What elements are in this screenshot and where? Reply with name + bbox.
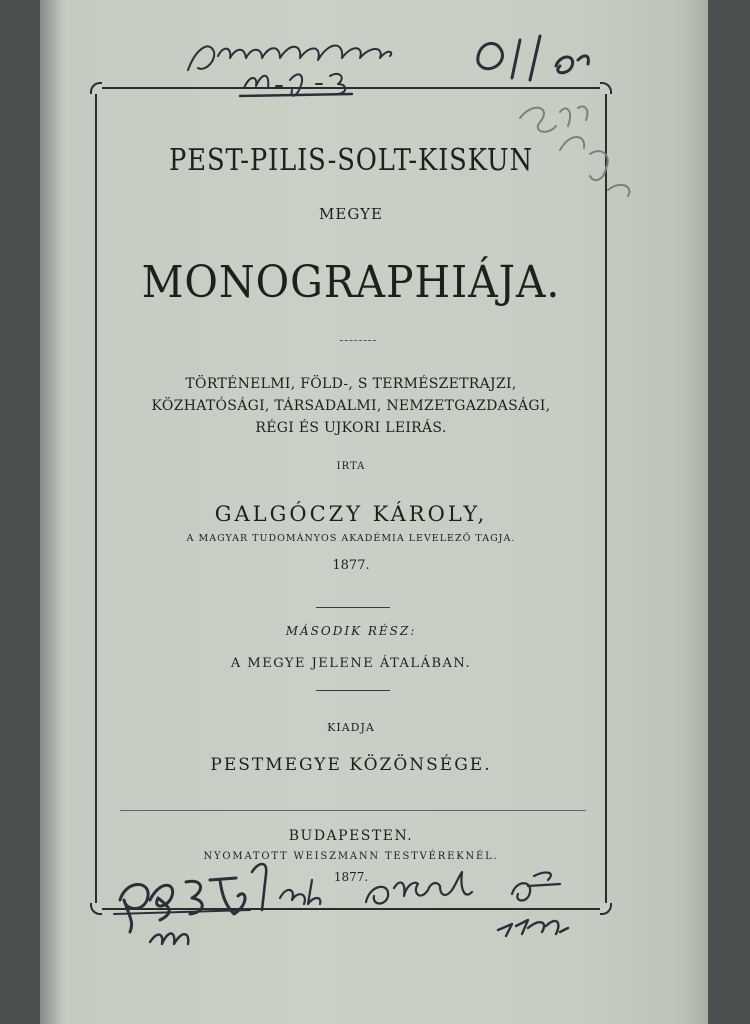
subtitle-line-2: KÖZHATÓSÁGI, TÁRSADALMI, NEMZETGAZDASÁGI, <box>151 398 551 414</box>
divider-rule <box>316 607 390 608</box>
publication-year: 1877. <box>332 558 370 573</box>
author-name: GALGÓCZY KÁROLY, <box>214 502 488 526</box>
subtitle-line-3: RÉGI ÉS UJKORI LEIRÁS. <box>255 420 447 436</box>
part-label: MÁSODIK RÉSZ: <box>285 624 417 638</box>
part-subject: A MEGYE JELENE ÁTALÁBAN. <box>230 656 472 671</box>
imprint-year: 1877. <box>333 870 369 884</box>
subtitle-line-1: TÖRTÉNELMI, FÖLD-, S TERMÉSZETRAJZI, <box>185 376 517 392</box>
title-region: PEST-PILIS-SOLT-KISKUN <box>169 143 533 178</box>
publisher-name: PESTMEGYE KÖZÖNSÉGE. <box>210 755 492 775</box>
imprint-rule <box>120 810 586 811</box>
imprint-place: BUDAPESTEN. <box>288 828 414 844</box>
spine-shadow <box>40 0 62 1024</box>
imprint-printer: NYOMATOTT WEISZMANN TESTVÉREKNÉL. <box>203 851 499 862</box>
by-label: IRTA <box>336 461 366 472</box>
ornament-rule <box>340 340 376 341</box>
author-affiliation: A MAGYAR TUDOMÁNYOS AKADÉMIA LEVELEZŐ TAGJA. <box>186 533 516 544</box>
divider-rule <box>316 690 390 691</box>
title-county: MEGYE <box>319 205 383 223</box>
publisher-label: KIADJA <box>327 721 375 734</box>
title-main: MONOGRAPHIÁJA. <box>141 257 561 308</box>
